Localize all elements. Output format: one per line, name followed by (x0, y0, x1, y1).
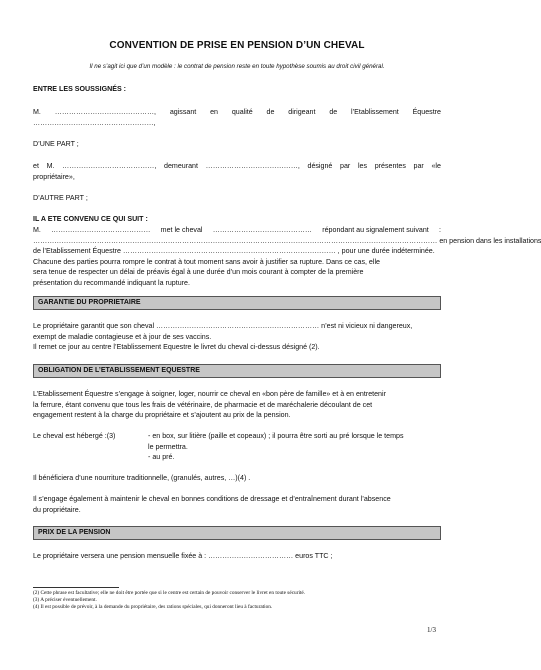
word: par (340, 162, 351, 170)
training-line1: Il s’engage également à maintenir le cheval en bonnes conditions de dressage et d’entraînement durant l’absence (33, 495, 391, 503)
housing-label: Le cheval est hébergé :(3) (33, 432, 116, 440)
word: M. (33, 108, 41, 116)
word: qualité (231, 108, 253, 116)
first-party-label: D’UNE PART ; (33, 140, 79, 148)
housing-option-box: - en box, sur litière (paille et copeaux) ; il pourra être sorti au pré lorsque le temps (148, 432, 404, 440)
page-number: 1/3 (427, 626, 436, 634)
section-heading-label: PRIX DE LA PENSION (38, 529, 111, 536)
obligation-line2: la ferrure, étant convenu que tous les frais de vétérinaire, de pharmacie et de maréchalerie découlant de cet (33, 400, 373, 409)
word: dirigeant (288, 108, 316, 116)
word: désigné (307, 162, 333, 170)
housing-option-meadow: - au pré. (148, 453, 175, 461)
section-heading-price (33, 526, 441, 540)
word: M. (46, 162, 55, 170)
word: agissant (169, 108, 197, 116)
footnote-3: (3) A préciser éventuellement. (33, 597, 97, 603)
agreement-line3: de l’Etablissement Équestre ……………………………………………………………………………… , pour une durée indéterminée. (33, 247, 435, 255)
word: demeurant (164, 162, 198, 170)
word: et (33, 162, 39, 170)
guarantee-line1: Le propriétaire garantit que son cheval …………………………………………………………… n’est ni vicieux ni dangereux, (33, 322, 413, 330)
blank-field: ……………………………………, (54, 108, 157, 116)
agreement-line5: sera tenue de respecter un délai de préavis égal à une durée d’un mois courant à compter de la première (33, 268, 364, 276)
guarantee-line3: Il remet ce jour au centre l’Etablissement Equestre le livret du cheval ci-dessus désigné (2). (33, 343, 320, 351)
word: les (357, 162, 368, 170)
section-heading-guarantee (33, 296, 441, 310)
word: de (329, 108, 338, 116)
blank-field: …………………………………… (212, 226, 313, 234)
word: : (438, 226, 441, 234)
document-title: CONVENTION DE PRISE EN PENSION D’UN CHEVAL (109, 40, 365, 51)
section-heading-obligation (33, 364, 441, 378)
party1-line2: ……………………………………………, (33, 119, 156, 127)
training-line2: du propriétaire. (33, 505, 81, 514)
blank-field: …………………………………, (205, 162, 300, 170)
word: met le cheval (160, 226, 203, 234)
obligation-line3: engagement restent à la charge du propriétaire et s’ajoutent au prix de la pension. (33, 411, 291, 419)
word: «le (431, 162, 441, 170)
word: l’Etablissement (351, 108, 399, 116)
word: présentes (374, 162, 406, 170)
agreement-line4: Chacune des parties pourra rompre le contrat à tout moment sans avoir à justifier sa rupture. Dans ce cas, elle (33, 257, 380, 266)
document-subtitle: Il ne s’agit ici que d’un modèle : le contrat de pension reste en toute hypothèse soumis au droit civil général. (89, 63, 385, 70)
agreement-heading: IL A ETE CONVENU CE QUI SUIT : (33, 215, 148, 223)
agreement-line6: présentation du recommandé indiquant la rupture. (33, 278, 190, 287)
party2-line1 (33, 161, 441, 172)
housing-option-box-cont: le permettra. (148, 442, 188, 451)
word: Équestre (412, 108, 441, 116)
agreement-line1 (33, 225, 441, 236)
word: M. (33, 226, 41, 234)
word: par (413, 162, 424, 170)
footnote-4: (4) Il est possible de prévoir, à la demande du propriétaire, des rations spéciales, qui donneront lieu à facturation. (33, 604, 273, 610)
word: de (266, 108, 275, 116)
blank-field: …………………………………… (51, 226, 151, 234)
obligation-line1: L’Etablissement Équestre s’engage à soigner, loger, nourrir ce cheval en «bon père de famille» et à en entretenir (33, 390, 386, 398)
section-heading-label: OBLIGATION DE L’ETABLISSEMENT EQUESTRE (38, 367, 200, 374)
second-party-label: D’AUTRE PART ; (33, 194, 88, 202)
section-heading-label: GARANTIE DU PROPRIETAIRE (38, 299, 141, 306)
parties-heading: ENTRE LES SOUSSIGNÉS : (33, 85, 127, 93)
agreement-line2: ……………………………………………………………………………………………………………………………………………………… en pension dans les installations (33, 236, 541, 245)
party1-line1 (33, 107, 441, 118)
party2-line2: propriétaire», (33, 173, 75, 181)
word: en (210, 108, 218, 116)
footnote-separator (33, 587, 119, 588)
price-line: Le propriétaire versera une pension mensuelle fixée à : ……………………………… euros TTC ; (33, 552, 333, 560)
footnote-2: (2) Cette phrase est facultative; elle ne doit être portée que si le centre est certain de pouvoir conserver le livret en toute sécurité. (33, 590, 306, 596)
word: répondant au signalement suivant (322, 226, 429, 234)
guarantee-line2: exempt de maladie contagieuse et à jour de ses vaccins. (33, 332, 212, 341)
blank-field: …………………………………, (62, 162, 157, 170)
food-line: Il bénéficiera d’une nourriture traditionnelle, (granulés, autres, …)(4) . (33, 474, 251, 482)
